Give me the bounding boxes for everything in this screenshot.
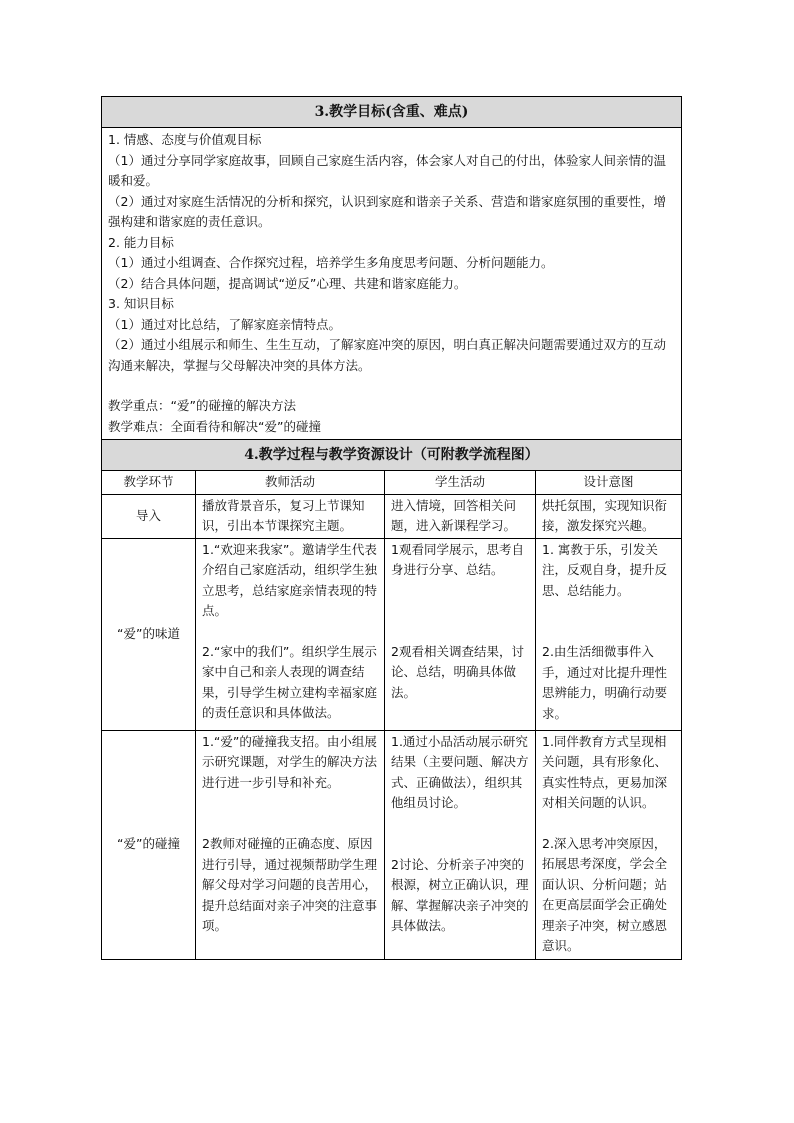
student-activity-text: 进入情境，回答相关问题，进入新课程学习。 — [391, 497, 517, 533]
teacher-activity-text: 1.“爱”的碰撞我支招。由小组展示研究课题，对学生的解决方法进行进一步引导和补充。 — [202, 733, 378, 790]
student-activity-text: 1.通过小品活动展示研究结果（主要问题、解决方式、正确做法），组织其他组员讨论。 — [391, 733, 529, 810]
design-intent — [536, 494, 682, 538]
objective-line: （2）通过小组展示和师生、生生互动，了解家庭冲突的原因，明白真正解决问题需要通过双方的互动沟通来解决，掌握与父母解决冲突的具体方法。 — [108, 337, 666, 373]
stage-cell: “爱”的碰撞 — [102, 730, 196, 959]
table-row — [102, 538, 682, 730]
teacher-activity-text: 1.“欢迎来我家”。邀请学生代表介绍自己家庭活动，组织学生独立思考，总结家庭亲情表现的特点。 — [202, 541, 378, 618]
design-intent — [536, 538, 682, 730]
difficulty-point: 教学难点：全面看待和解决“爱”的碰撞 — [108, 418, 321, 434]
objective-line: 1. 情感、态度与价值观目标 — [108, 132, 262, 147]
teacher-activity-text: 播放背景音乐，复习上节课知识，引出本节课探究主题。 — [202, 497, 365, 533]
header-intent: 设计意图 — [536, 471, 682, 495]
header-teacher: 教师活动 — [196, 471, 385, 495]
header-student: 学生活动 — [385, 471, 536, 495]
header-stage: 教学环节 — [102, 471, 196, 495]
design-intent — [536, 730, 682, 959]
objectives-title: 3.教学目标(含重、难点) — [102, 97, 682, 128]
design-intent-text: 1.同伴教育方式呈现相关问题，具有形象化、真实性特点，更易加深对相关问题的认识。 — [542, 733, 668, 810]
key-point: 教学重点：“爱”的碰撞的解决方法 — [108, 398, 296, 413]
objective-line: （2）通过对家庭生活情况的分析和探究，认识到家庭和谐亲子关系、营造和谐家庭氛围的重要性，增强构建和谐家庭的责任意识。 — [108, 193, 666, 229]
process-title: 4.教学过程与教学资源设计（可附教学流程图） — [102, 440, 682, 471]
table-row — [102, 494, 682, 538]
student-activity-text: 2讨论、分析亲子冲突的根源，树立正确认识，理解、掌握解决亲子冲突的具体做法。 — [391, 856, 529, 933]
student-activity — [385, 730, 536, 959]
objective-line: 3. 知识目标 — [108, 296, 174, 311]
student-activity — [385, 494, 536, 538]
objective-line: 2. 能力目标 — [108, 234, 174, 250]
objectives-body — [102, 128, 682, 440]
design-intent-text: 1. 寓教于乐，引发关注，反观自身，提升反思、总结能力。 — [542, 541, 668, 598]
stage-cell: “爱”的味道 — [102, 538, 196, 730]
student-activity — [385, 538, 536, 730]
stage-cell: 导入 — [102, 494, 196, 538]
objective-line: （1）通过对比总结，了解家庭亲情特点。 — [108, 316, 341, 332]
objective-line: （2）结合具体问题，提高调试“逆反”心理、共建和谐家庭能力。 — [108, 275, 467, 291]
student-activity-text: 2观看相关调查结果，讨论、总结，明确具体做法。 — [391, 643, 524, 700]
student-activity-text: 1观看同学展示，思考自身进行分享、总结。 — [391, 541, 524, 577]
design-intent-text: 2.由生活细微事件入手，通过对比提升理性思辨能力，明确行动要求。 — [542, 644, 668, 721]
teacher-activity — [196, 538, 385, 730]
teacher-activity-text: 2.“家中的我们”。组织学生展示家中自己和亲人表现的调查结果，引导学生树立建构幸福家庭的责任意识和具体做法。 — [202, 643, 378, 720]
teacher-activity — [196, 494, 385, 538]
table-row — [102, 730, 682, 959]
lesson-plan-table — [101, 96, 682, 960]
objective-line: （1）通过分享同学家庭故事，回顾自己家庭生活内容，体会家人对自己的付出，体验家人间亲情的温暖和爱。 — [108, 152, 666, 188]
design-intent-text: 烘托氛围，实现知识衔接，激发探究兴趣。 — [542, 497, 668, 533]
objective-line: （1）通过小组调查、合作探究过程，培养学生多角度思考问题、分析问题能力。 — [108, 255, 554, 270]
teacher-activity — [196, 730, 385, 959]
design-intent-text: 2.深入思考冲突原因，拓展思考深度，学会全面认识、分析问题；站在更高层面学会正确处理亲子冲突，树立感恩意识。 — [542, 835, 668, 953]
teacher-activity-text: 2教师对碰撞的正确态度、原因进行引导，通过视频帮助学生理解父母对学习问题的良苦用心，提升总结面对亲子冲突的注意事项。 — [202, 836, 378, 933]
